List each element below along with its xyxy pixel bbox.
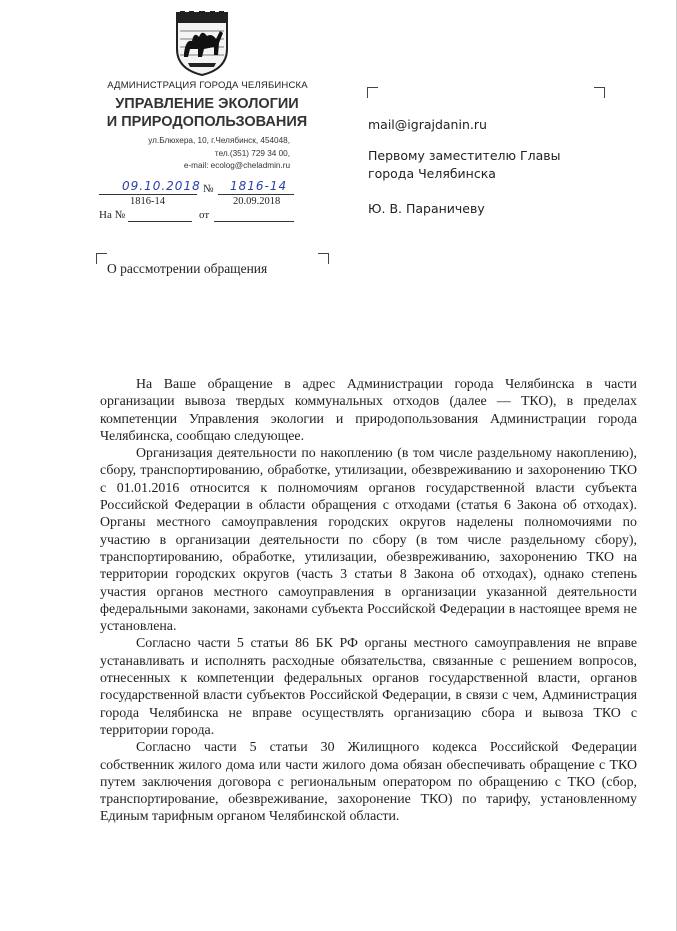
subject-corner-left (96, 253, 107, 264)
coat-of-arms-icon (174, 9, 230, 77)
subject-corner-right (318, 253, 329, 264)
recipient-position-line2: города Челябинска (368, 166, 496, 181)
letter-subject: О рассмотрении обращения (107, 261, 268, 276)
from-label: от (199, 209, 210, 221)
date-typed: 20.09.2018 (233, 196, 281, 207)
letter-body (100, 376, 637, 826)
on-number-label: На № (99, 209, 126, 221)
department-name (96, 95, 318, 131)
administration-name: АДМИНИСТРАЦИЯ ГОРОДА ЧЕЛЯБИНСКА (107, 80, 308, 91)
department-name-line2: И ПРИРОДОПОЛЬЗОВАНИЯ (106, 114, 308, 130)
recipient-name: Ю. В. Параничеву (368, 201, 485, 216)
recipient-position-line1: Первому заместителю Главы (368, 148, 561, 163)
date-field-line (99, 194, 197, 195)
address-corner-left (367, 87, 378, 98)
department-phone: тел.(351) 729 34 00, (214, 148, 290, 158)
body-paragraph: Согласно части 5 статьи 86 БК РФ органы местного самоуправления не вправе устанавливать и исполнять расходные обязательства, связанные с решением вопросов, отнесенных к компетенции федеральных органов государственной власти, органов государственной власти субъектов Российской Федерации, в связи с чем, Администрация города Челябинска не вправе осуществлять организацию сбора и вывоза ТКО с территории города. (100, 636, 637, 738)
recipient-position (368, 147, 561, 183)
date-handwritten: 09.10.2018 (122, 179, 201, 193)
recipient-email: mail@igrajdanin.ru (368, 117, 487, 132)
on-number-line (128, 221, 192, 222)
department-name-line1: УПРАВЛЕНИЕ ЭКОЛОГИИ (115, 96, 299, 112)
body-paragraph: Согласно части 5 статьи 30 Жилищного кодекса Российской Федерации собственник жилого дома или части жилого дома обязан обеспечивать обращение с ТКО путем заключения договора с региональным оператором по обращению с ТКО (сбор, транспортирование, обезвреживание, захоронение ТКО) по тарифу, установленному Единым тарифным органом Челябинской области. (100, 740, 637, 825)
body-paragraph: Организация деятельности по накоплению (в том числе раздельному накоплению), сбору, транспортированию, обработке, утилизации, обезвреживанию и захоронению ТКО с 01.01.2016 относится к полномочиям органов государственной власти субъекта Российской Федерации в области обращения с отходами (статья 6 Закона об отходах). Органы местного самоуправления городских округов наделены полномочиями по участию в организации деятельности по сбору (в том числе раздельному сбору), транспортированию, обработке, утилизации, обезвреживанию, захоронению ТКО на территории городских округов (часть 3 статьи 8 Закона об отходах), однако степень участия органов местного самоуправления в организации указанной деятельности федеральными законами, законами субъекта Российской Федерации в настоящее время не установлена. (100, 446, 637, 635)
from-line (214, 221, 294, 222)
body-paragraph: На Ваше обращение в адрес Администрации города Челябинска в части организации вывоза твердых коммунальных отходов (далее — ТКО), в пределах компетенции Управления экологии и природопользования Администрации города Челябинска, сообщаю следующее. (100, 377, 637, 444)
department-email: e-mail: ecolog@cheladmin.ru (183, 161, 290, 170)
address-corner-right (594, 87, 605, 98)
number-label: № (203, 183, 214, 195)
number-typed: 1816-14 (130, 196, 165, 207)
contact-block (100, 135, 290, 173)
department-address: ул.Блюхера, 10, г.Челябинск, 454048, (148, 136, 290, 145)
number-handwritten: 1816-14 (230, 179, 288, 193)
number-field-line (218, 194, 294, 195)
